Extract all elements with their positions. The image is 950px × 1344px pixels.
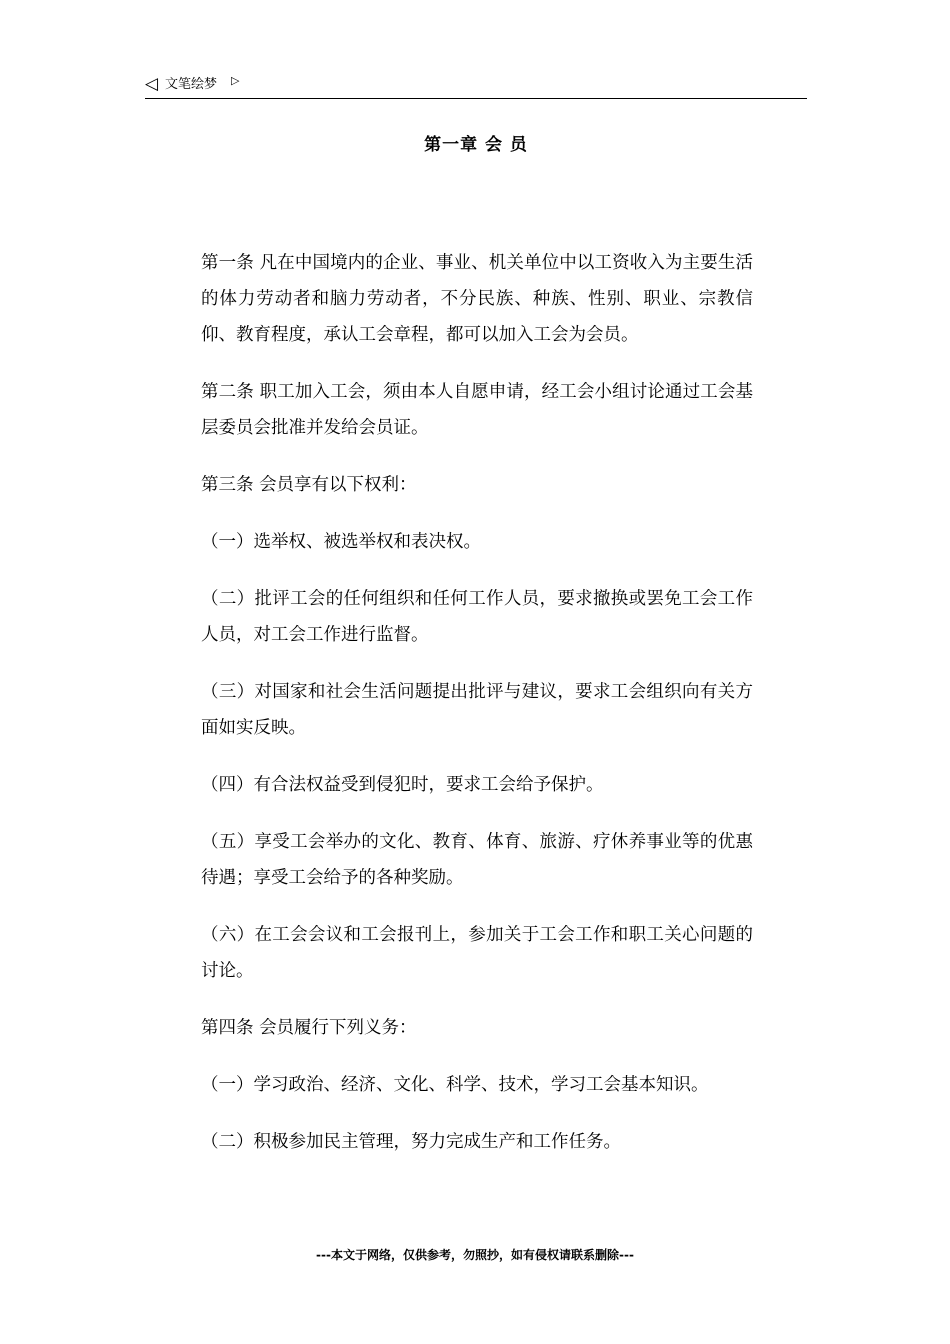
- footer-disclaimer: ---本文于网络，仅供参考，勿照抄，如有侵权请联系删除---: [316, 1248, 634, 1262]
- header-title: 文笔绘梦: [165, 77, 218, 92]
- right-item-5: （五）享受工会举办的文化、教育、体育、旅游、疗休养事业等的优惠待遇；享受工会给予的各种奖励。: [201, 832, 753, 888]
- article-1-paragraph: 第一条 凡在中国境内的企业、事业、机关单位中以工资收入为主要生活的体力劳动者和脑力劳动者，不分民族、种族、性别、职业、宗教信仰、教育程度，承认工会章程，都可以加入工会为会员。: [201, 253, 753, 345]
- right-item-1: （一）选举权、被选举权和表决权。: [201, 532, 481, 552]
- triangle-left-icon: ◁: [145, 74, 159, 94]
- article-4-paragraph: 第四条 会员履行下列义务：: [201, 1018, 417, 1038]
- page-header: [145, 74, 807, 99]
- article-3-paragraph: 第三条 会员享有以下权利：: [201, 475, 417, 495]
- article-2-paragraph: 第二条 职工加入工会，须由本人自愿申请，经工会小组讨论通过工会基层委员会批准并发给会员证。: [201, 382, 753, 438]
- right-item-2: （二）批评工会的任何组织和任何工作人员，要求撤换或罢免工会工作人员，对工会工作进行监督。: [201, 589, 753, 645]
- duty-item-1: （一）学习政治、经济、文化、科学、技术，学习工会基本知识。: [201, 1075, 709, 1095]
- right-item-4: （四）有合法权益受到侵犯时，要求工会给予保护。: [201, 775, 604, 795]
- triangle-right-icon: ▷: [231, 74, 240, 87]
- chapter-title: 第一章 会 员: [424, 135, 528, 155]
- right-item-6: （六）在工会会议和工会报刊上，参加关于工会工作和职工关心问题的讨论。: [201, 925, 753, 981]
- duty-item-2: （二）积极参加民主管理，努力完成生产和工作任务。: [201, 1132, 621, 1152]
- document-body: [201, 245, 753, 1181]
- right-item-3: （三）对国家和社会生活问题提出批评与建议，要求工会组织向有关方面如实反映。: [201, 682, 753, 738]
